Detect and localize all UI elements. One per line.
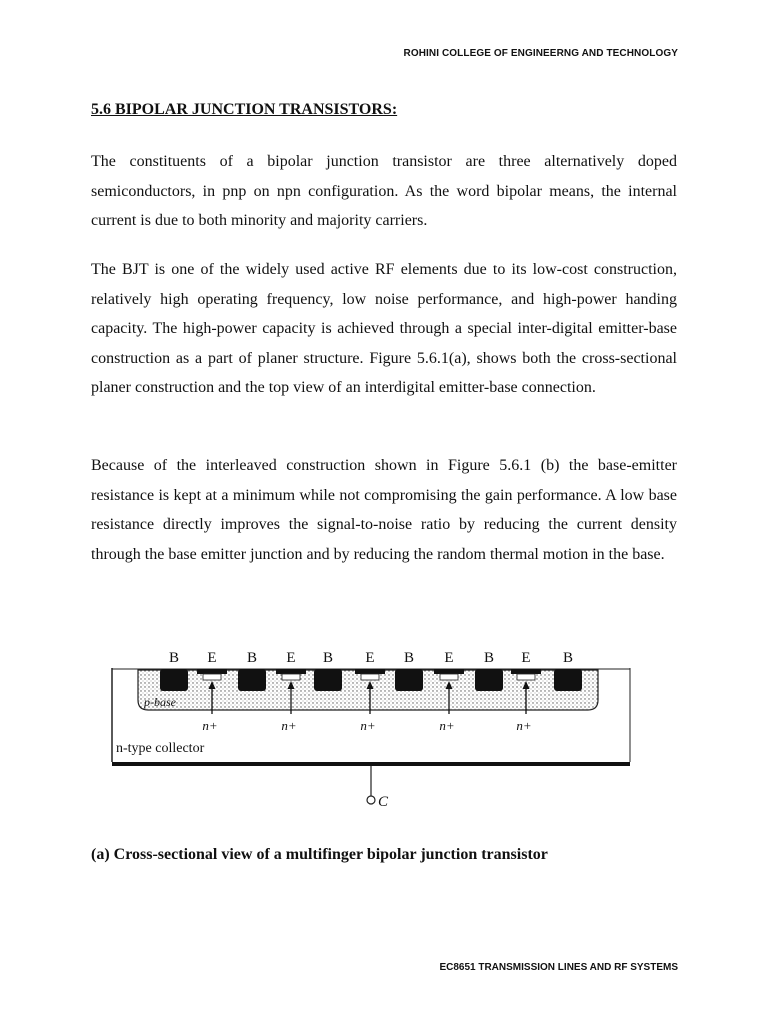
page-header: ROHINI COLLEGE OF ENGINEERNG AND TECHNOLOGY bbox=[403, 48, 678, 59]
emitter-contact-7 bbox=[434, 669, 464, 674]
collector-terminal-label: C bbox=[378, 794, 389, 810]
n-plus-label-3: n+ bbox=[439, 718, 455, 733]
emitter-terminal-label-5: E bbox=[365, 650, 375, 666]
emitter-n-region-5 bbox=[361, 674, 379, 680]
collector-label: n-type collector bbox=[116, 741, 205, 756]
base-terminal-label-2: B bbox=[246, 650, 258, 666]
base-contact-0 bbox=[160, 669, 188, 691]
page-footer: EC8651 TRANSMISSION LINES AND RF SYSTEMS bbox=[439, 962, 678, 973]
emitter-contact-3 bbox=[276, 669, 306, 674]
emitter-n-region-7 bbox=[440, 674, 458, 680]
n-plus-label-4: n+ bbox=[516, 718, 532, 733]
base-contact-6 bbox=[395, 669, 423, 691]
bjt-diagram bbox=[108, 642, 638, 820]
emitter-n-region-3 bbox=[282, 674, 300, 680]
n-plus-label-1: n+ bbox=[281, 718, 297, 733]
base-contact-4 bbox=[314, 669, 342, 691]
emitter-contact-9 bbox=[511, 669, 541, 674]
emitter-terminal-label-1: E bbox=[207, 650, 217, 666]
emitter-n-region-1 bbox=[203, 674, 221, 680]
base-contact-8 bbox=[475, 669, 503, 691]
figure-caption: (a) Cross-sectional view of a multifinger bipolar junction transistor bbox=[91, 846, 548, 863]
base-terminal-label-4: B bbox=[322, 650, 334, 666]
collector-terminal-icon bbox=[367, 796, 375, 804]
bjt-cross-section-figure bbox=[108, 642, 638, 820]
base-terminal-label-6: B bbox=[403, 650, 415, 666]
base-contact-10 bbox=[554, 669, 582, 691]
paragraph-2: The BJT is one of the widely used active RF elements due to its low-cost construction, relatively high operating frequency, low noise performance, and high-power handing capacity. The high-power capacity is achieved through a special inter-digital emitter-base construction as a part of planer structure. Figure 5.6.1(a), shows both the cross-sectional planer construction and the top view of an interdigital emitter-base connection. bbox=[91, 261, 677, 396]
base-terminal-label-10: B bbox=[562, 650, 574, 666]
base-terminal-label-0: B bbox=[168, 650, 180, 666]
n-plus-label-2: n+ bbox=[360, 718, 376, 733]
emitter-terminal-label-3: E bbox=[286, 650, 296, 666]
paragraph-3: Because of the interleaved construction shown in Figure 5.6.1 (b) the base-emitter resistance is kept at a minimum while not compromising the gain performance. A low base resistance directly improves the signal-to-noise ratio by reducing the current density through the base emitter junction and by reducing the random thermal motion in the base. bbox=[91, 457, 677, 563]
emitter-n-region-9 bbox=[517, 674, 535, 680]
p-base-label: p-base bbox=[144, 695, 176, 709]
n-plus-label-0: n+ bbox=[202, 718, 218, 733]
emitter-terminal-label-7: E bbox=[444, 650, 454, 666]
emitter-contact-1 bbox=[197, 669, 227, 674]
paragraph-1: The constituents of a bipolar junction transistor are three alternatively doped semiconductors, in pnp on npn configuration. As the word bipolar means, the internal current is due to both minority and majority carriers. bbox=[91, 153, 677, 229]
section-title: 5.6 BIPOLAR JUNCTION TRANSISTORS: bbox=[91, 101, 398, 118]
collector-contact-bar bbox=[112, 762, 630, 766]
emitter-terminal-label-9: E bbox=[521, 650, 531, 666]
base-contact-2 bbox=[238, 669, 266, 691]
emitter-contact-5 bbox=[355, 669, 385, 674]
base-terminal-label-8: B bbox=[483, 650, 495, 666]
